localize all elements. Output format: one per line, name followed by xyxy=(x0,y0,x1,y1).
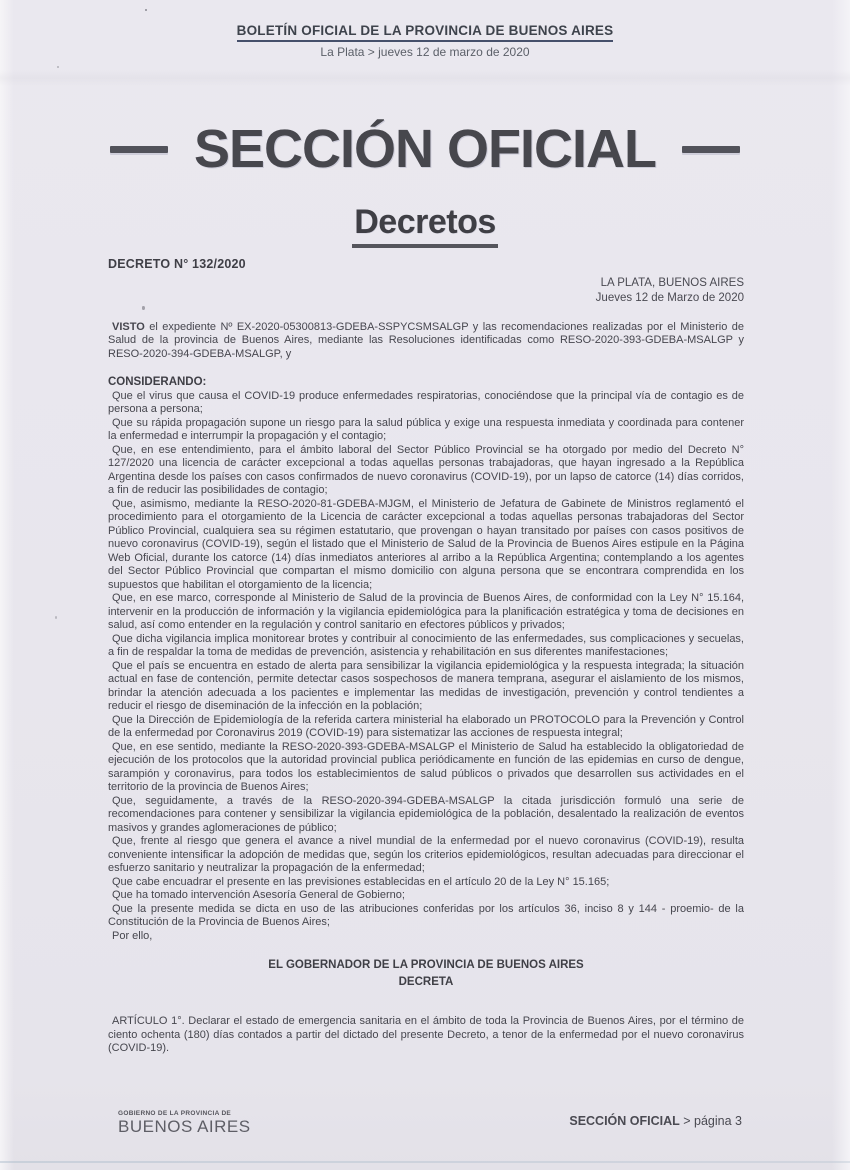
considerandos-list xyxy=(108,390,744,930)
considerando-paragraph: Que, en ese entendimiento, para el ámbito laboral del Sector Público Provincial se ha otorgado por medio del Decreto N° 127/2020 una licencia de carácter excepcional a todas aquellas personas trabajadoras, que hayan ingresado a la República Argentina desde los países con casos confirmados de nuevo coronavirus (COVID-19), por un lapso de catorce (14) días corridos, a fin de reducir las posibilidades de contagio; xyxy=(108,443,744,496)
footer-section-label: SECCIÓN OFICIAL xyxy=(569,1114,680,1128)
considerando-paragraph: Que cabe encuadrar el presente en las previsiones establecidas en el artículo 20 de la Ley N° 15.165; xyxy=(112,875,610,888)
decree-body xyxy=(108,258,744,1056)
scan-speck xyxy=(57,66,59,68)
banner-dash-left xyxy=(110,146,168,153)
section-banner xyxy=(0,118,850,180)
visto-label: VISTO xyxy=(112,320,145,333)
articulo-1-paragraph: ARTÍCULO 1°. Declarar el estado de emergencia sanitaria en el ámbito de toda la Provincia de Buenos Aires, por el término de ciento ochenta (180) días contados a partir del dictado del presente Decreto, a tenor de la enfermedad por el nuevo coronavirus (COVID-19). xyxy=(108,1015,744,1054)
considerando-paragraph: Que, en ese marco, corresponde al Ministerio de Salud de la provincia de Buenos Aires, de conformidad con la Ley N° 15.164, intervenir en la producción de información y la vigilancia epidemiológica para la planificación estratégica y toma de decisiones en salud, así como entender en la regulación y control sanitario en efectores públicos y privados; xyxy=(108,592,744,631)
decree-date: Jueves 12 de Marzo de 2020 xyxy=(595,291,744,304)
decree-place: LA PLATA, BUENOS AIRES xyxy=(600,276,744,289)
governor-line: EL GOBERNADOR DE LA PROVINCIA DE BUENOS AIRES xyxy=(268,959,584,971)
decree-number: DECRETO N° 132/2020 xyxy=(108,257,246,271)
considerando-paragraph: Que la Dirección de Epidemiología de la referida cartera ministerial ha elaborado un PROTOCOLO para la Prevención y Control de la enfermedad por Coronavirus 2019 (COVID-19) para sistematizar las acciones de respuesta integral; xyxy=(108,713,744,739)
subsection-heading xyxy=(0,203,850,248)
visto-paragraph xyxy=(108,321,744,362)
decreta-line: DECRETA xyxy=(398,976,454,988)
considerando-paragraph: Que el país se encuentra en estado de alerta para sensibilizar la vigilancia epidemiológica y la respuesta integrada; la situación actual en fase de contención, permite detectar casos sospechosos de manera temprana, asegurar el aislamiento de los mismos, brindar la atención adecuada a los pacientes e implementar las medidas de investigación, prevención y control tendientes a reducir el riesgo de diseminación de la infección en la población; xyxy=(108,659,744,712)
considerando-paragraph: Que, asimismo, mediante la RESO-2020-81-GDEBA-MJGM, el Ministerio de Jefatura de Gabinete de Ministros reglamentó el procedimiento para el otorgamiento de la Licencia de carácter excepcional a todas aquellas personas trabajadoras del Sector Público Provincial, cualquiera sea su régimen estatutario, que provengan o hayan transitado por países con casos positivos de nuevo coronavirus (COVID-19), según el listado que el Ministerio de Salud de la Provincia de Buenos Aires estipule en la Página Web Oficial, durante los catorce (14) días inmediatos anteriores al arribo a la República Argentina; contemplando a los agentes del Sector Público Provincial que compartan el mismo domicilio con alguna persona que se encontrara comprendida en los supuestos que habilitan el otorgamiento de la licencia; xyxy=(108,497,744,591)
scan-bottom-edge xyxy=(0,1161,850,1163)
place-date-block xyxy=(108,276,744,306)
considerando-paragraph: Que el virus que causa el COVID-19 produce enfermedades respiratorias, conociéndose que la principal vía de contagio es de persona a persona; xyxy=(108,389,744,415)
considerando-label: CONSIDERANDO: xyxy=(108,376,207,388)
section-title: SECCIÓN OFICIAL xyxy=(193,119,656,179)
considerando-paragraph: Que su rápida propagación supone un riesgo para la salud pública y exige una respuesta inmediata y coordinada para contener la enfermedad e interrumpir la propagación y el contagio; xyxy=(108,416,744,442)
considerando-paragraph: Que dicha vigilancia implica monitorear brotes y contribuir al conocimiento de las enfermedades, sus complicaciones y secuelas, a fin de respaldar la toma de medidas de prevención, asistencia y rehabilitación en sus diferentes manifestaciones; xyxy=(108,632,744,658)
decretos-heading: Decretos xyxy=(352,203,498,248)
considerando-paragraph: Que la presente medida se dicta en uso de las atribuciones conferidas por los artículos 36, inciso 8 y 144 - proemio- de la Constitución de la Provincia de Buenos Aires; xyxy=(108,902,744,928)
logo-main-line: BUENOS AIRES xyxy=(118,1117,251,1136)
page-number-line xyxy=(569,1114,742,1128)
logo-top-line: GOBIERNO DE LA PROVINCIA DE xyxy=(118,1110,232,1117)
considerando-paragraph: Que, en ese sentido, mediante la RESO-2020-393-GDEBA-MSALGP el Ministerio de Salud ha establecido la obligatoriedad de ejecución de los protocolos que la autoridad provincial publica periódicamente en función de las epidemias en curso de dengue, sarampión y coronavirus, para todos los establecimientos de salud públicos o privados que desarrollen sus actividades en el territorio de la provincia de Buenos Aires; xyxy=(108,740,744,793)
considerando-paragraph: Que, seguidamente, a través de la RESO-2020-394-GDEBA-MSALGP la citada jurisdicción formuló una serie de recomendaciones para contener y sensibilizar la vigilancia epidemiológica de la población, desalentado la realización de eventos masivos y grandes aglomeraciones de público; xyxy=(108,794,744,834)
por-ello-line: Por ello, xyxy=(112,929,153,942)
bulletin-date-line: La Plata > jueves 12 de marzo de 2020 xyxy=(320,45,530,59)
province-logo xyxy=(118,1110,251,1137)
bulletin-title: BOLETÍN OFICIAL DE LA PROVINCIA DE BUENOS AIRES xyxy=(237,23,614,42)
scan-speck xyxy=(55,616,57,619)
enacting-block xyxy=(108,957,744,991)
visto-text: el expediente Nº EX-2020-05300813-GDEBA-SSPYCSMSALGP y las recomendaciones realizadas por el Ministerio de Salud de la provincia de Buenos Aires, mediante las Resoluciones identificadas como RESO-2020-393-GDEBA-MSALGP y RESO-2020-394-GDEBA-MSALGP, y xyxy=(108,320,744,360)
scan-speck xyxy=(145,9,147,11)
considerando-paragraph: Que, frente al riesgo que genera el avance a nivel mundial de la enfermedad por el nuevo coronavirus (COVID-19), resulta conveniente intensificar la adopción de medidas que, según los criterios epidemiológicos, resultan adecuadas para direccionar el esfuerzo sanitario y neutralizar la propagación de la enfermedad; xyxy=(108,835,744,874)
scan-fold-artifact xyxy=(0,70,850,86)
considerando-paragraph: Que ha tomado intervención Asesoría General de Gobierno; xyxy=(112,889,405,901)
page-header xyxy=(0,22,850,59)
footer-page-number: > página 3 xyxy=(679,1114,742,1128)
banner-dash-right xyxy=(682,146,740,153)
